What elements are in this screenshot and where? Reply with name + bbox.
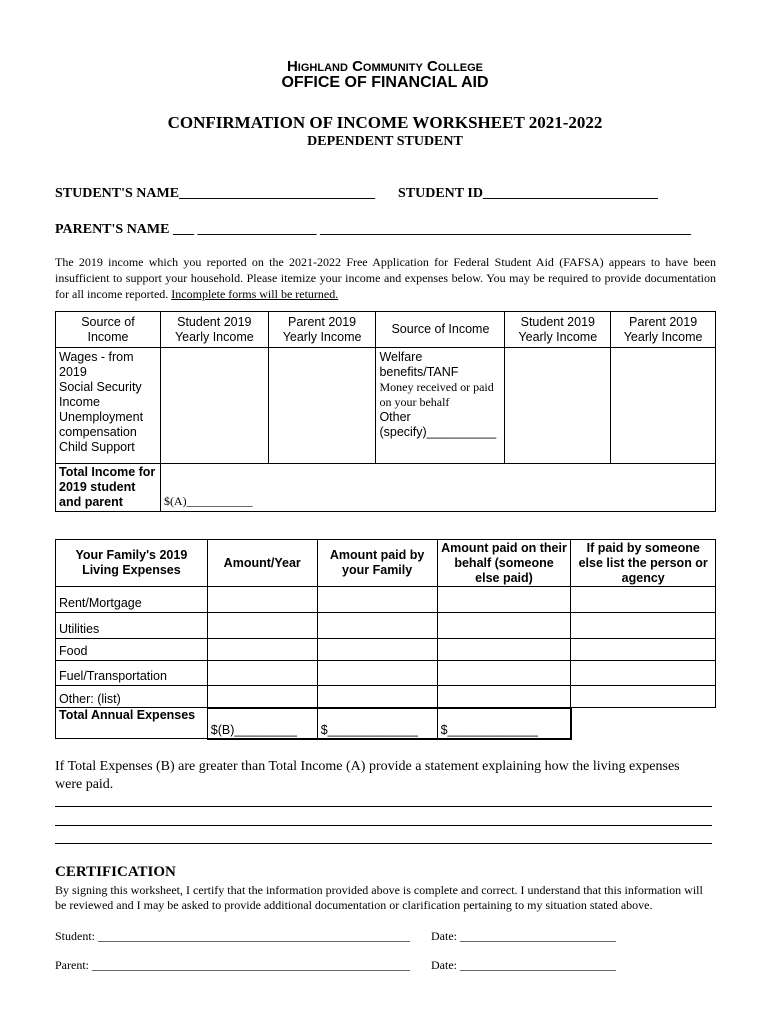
source-wages: Wages - from 2019 bbox=[59, 350, 134, 379]
utilities-amount-cell[interactable] bbox=[207, 613, 317, 639]
fuel-amount-cell[interactable] bbox=[207, 661, 317, 686]
student-signature-line[interactable]: Student: ____________________________________________________ bbox=[55, 929, 411, 943]
other-behalf-cell[interactable] bbox=[437, 686, 571, 708]
fuel-agency-cell[interactable] bbox=[571, 661, 716, 686]
fuel-behalf-cell[interactable] bbox=[437, 661, 571, 686]
fuel-family-cell[interactable] bbox=[317, 661, 437, 686]
expense-table bbox=[55, 539, 716, 740]
intro-text: The 2019 income which you reported on the 2021-2022 Free Application for Federal Student Aid (FAFSA) appears to have been insufficient to support your household. Please itemize your income and expenses below. You may be required to provide documentation for all income reported. bbox=[55, 255, 716, 301]
statement-line-2[interactable] bbox=[55, 825, 712, 826]
income-right-sources bbox=[376, 348, 505, 464]
statement-line-1[interactable] bbox=[55, 806, 712, 807]
other-agency-cell[interactable] bbox=[571, 686, 716, 708]
expense-header-behalf: Amount paid on their behalf (someone else paid) bbox=[437, 540, 571, 587]
expense-header-agency: If paid by someone else list the person or agency bbox=[571, 540, 716, 587]
income-header-parent: Parent 2019 Yearly Income bbox=[268, 312, 376, 348]
income-header-source: Source of Income bbox=[56, 312, 161, 348]
expense-header-family: Amount paid by your Family bbox=[317, 540, 437, 587]
rent-agency-cell[interactable] bbox=[571, 587, 716, 613]
utilities-family-cell[interactable] bbox=[317, 613, 437, 639]
food-family-cell[interactable] bbox=[317, 639, 437, 661]
source-money-received: Money received or paid on your behalf bbox=[379, 380, 494, 409]
rent-amount-cell[interactable] bbox=[207, 587, 317, 613]
utilities-agency-cell[interactable] bbox=[571, 613, 716, 639]
intro-paragraph bbox=[55, 254, 716, 302]
source-other: Other (specify)__________ bbox=[379, 410, 497, 439]
parent-name-field[interactable]: PARENT'S NAME ___ _________________ _____________________________________________________ bbox=[55, 222, 691, 237]
rent-family-cell[interactable] bbox=[317, 587, 437, 613]
parent-date-line[interactable]: Date: __________________________ bbox=[431, 958, 616, 972]
college-name: Highland Community College bbox=[286, 58, 484, 75]
total-expenses-label: Total Annual Expenses bbox=[56, 708, 208, 739]
parent-signature-line[interactable]: Parent: _____________________________________________________ bbox=[55, 958, 410, 972]
food-amount-cell[interactable] bbox=[207, 639, 317, 661]
parent-income-cell-right[interactable] bbox=[611, 348, 716, 464]
income-table bbox=[55, 311, 716, 512]
student-date-line[interactable]: Date: __________________________ bbox=[431, 929, 616, 943]
certification-heading: CERTIFICATION bbox=[55, 864, 176, 880]
food-agency-cell[interactable] bbox=[571, 639, 716, 661]
student-name-field[interactable]: STUDENT'S NAME____________________________ bbox=[55, 186, 376, 201]
page-title: CONFIRMATION OF INCOME WORKSHEET 2021-2022 bbox=[167, 113, 603, 132]
food-behalf-cell[interactable] bbox=[437, 639, 571, 661]
student-income-cell-right[interactable] bbox=[505, 348, 611, 464]
expense-row-utilities: Utilities bbox=[56, 613, 208, 639]
expense-row-other: Other: (list) bbox=[56, 686, 208, 708]
expense-row-rent: Rent/Mortgage bbox=[56, 587, 208, 613]
certification-text: By signing this worksheet, I certify that the information provided above is complete and correct. I understand that this information will be reviewed and I may be asked to provide additional documentation or clarification pertaining to my situation stated above. bbox=[55, 883, 703, 912]
parent-income-cell-left[interactable] bbox=[268, 348, 376, 464]
page-subtitle: DEPENDENT STUDENT bbox=[307, 134, 463, 149]
expense-row-fuel: Fuel/Transportation bbox=[56, 661, 208, 686]
other-family-cell[interactable] bbox=[317, 686, 437, 708]
statement-prompt: If Total Expenses (B) are greater than Total Income (A) provide a statement explaining how the living expenses were paid. bbox=[55, 759, 680, 792]
expense-header-amount: Amount/Year bbox=[207, 540, 317, 587]
income-header-parent-2: Parent 2019 Yearly Income bbox=[611, 312, 716, 348]
office-name: OFFICE OF FINANCIAL AID bbox=[281, 74, 489, 91]
source-child-support: Child Support bbox=[59, 440, 135, 454]
total-b-field[interactable]: $(B)_________ bbox=[207, 708, 317, 739]
student-id-field[interactable]: STUDENT ID_________________________ bbox=[398, 186, 658, 201]
intro-warning: Incomplete forms will be returned. bbox=[171, 287, 339, 301]
rent-behalf-cell[interactable] bbox=[437, 587, 571, 613]
source-social-security: Social Security Income bbox=[59, 380, 142, 409]
other-amount-cell[interactable] bbox=[207, 686, 317, 708]
income-left-sources bbox=[56, 348, 161, 464]
statement-line-3[interactable] bbox=[55, 843, 712, 844]
source-unemployment: Unemployment compensation bbox=[59, 410, 144, 439]
income-header-student-2: Student 2019 Yearly Income bbox=[505, 312, 611, 348]
total-other-field[interactable]: $_____________ bbox=[437, 708, 571, 739]
expense-row-food: Food bbox=[56, 639, 208, 661]
expense-header-category: Your Family's 2019 Living Expenses bbox=[56, 540, 208, 587]
total-income-field[interactable]: $(A)___________ bbox=[160, 464, 715, 512]
total-family-field[interactable]: $_____________ bbox=[317, 708, 437, 739]
student-income-cell-left[interactable] bbox=[160, 348, 268, 464]
utilities-behalf-cell[interactable] bbox=[437, 613, 571, 639]
total-empty-cell bbox=[571, 708, 716, 739]
source-welfare: Welfare benefits/TANF bbox=[379, 350, 459, 379]
income-header-student: Student 2019 Yearly Income bbox=[160, 312, 268, 348]
income-header-source-2: Source of Income bbox=[376, 312, 505, 348]
total-income-label: Total Income for 2019 student and parent bbox=[56, 464, 161, 512]
